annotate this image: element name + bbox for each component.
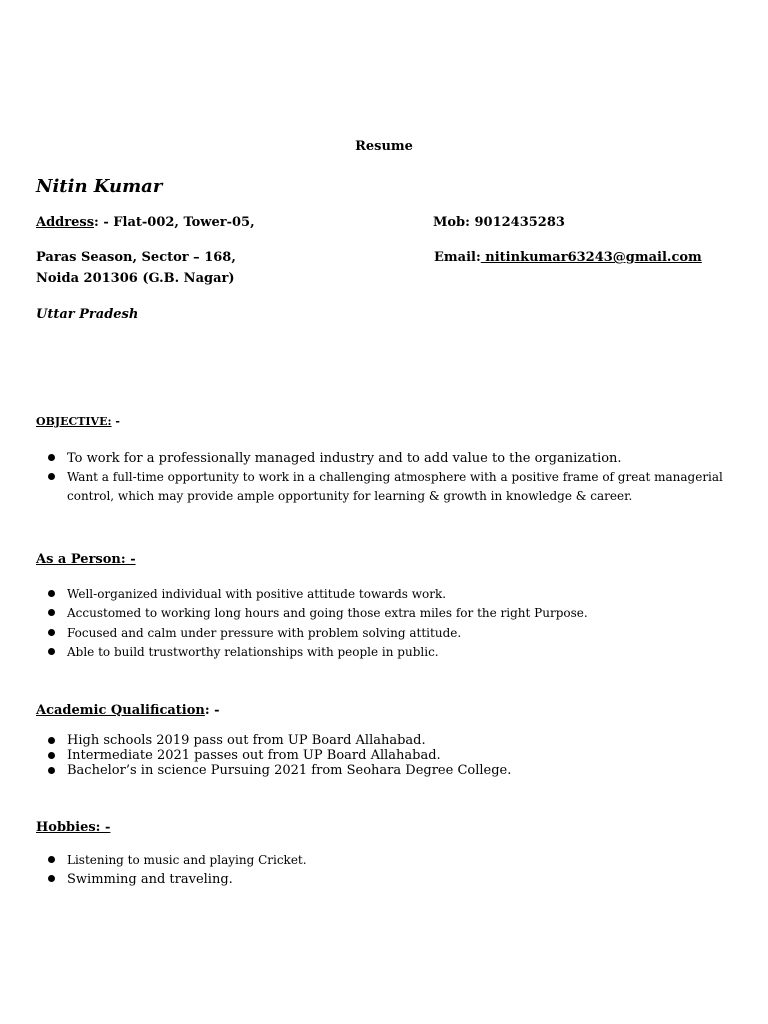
objective-heading [36, 415, 120, 428]
list-item [36, 643, 588, 662]
bullet-icon [48, 609, 55, 616]
person-list [36, 585, 588, 662]
bullet-icon [48, 752, 55, 759]
list-item [36, 449, 726, 468]
address-line-1 [36, 215, 255, 230]
address-line-3: Noida 201306 (G.B. Nagar) [36, 271, 235, 286]
list-item-text: Listening to music and playing Cricket. [67, 853, 307, 867]
hobbies-heading: Hobbies: - [36, 820, 111, 835]
list-item-text: High schools 2019 pass out from UP Board Allahabad. [67, 733, 426, 748]
address-label: Address [36, 215, 95, 230]
list-item [36, 870, 307, 889]
academic-heading-label: Academic Qualification [36, 703, 205, 718]
list-item-text: Bachelor’s in science Pursuing 2021 from Seohara Degree College. [67, 763, 512, 778]
list-item [36, 604, 588, 623]
academic-heading [36, 703, 220, 718]
hobbies-list [36, 851, 307, 889]
objective-heading-suffix: - [111, 415, 120, 428]
list-item-text: Swimming and traveling. [67, 872, 233, 887]
academic-list [36, 733, 511, 778]
list-item [36, 468, 726, 506]
email-label: Email: [434, 250, 481, 265]
bullet-icon [48, 875, 55, 882]
bullet-icon [48, 629, 55, 636]
address-text: : - Flat-002, Tower-05, [94, 215, 255, 230]
list-item-text: Intermediate 2021 passes out from UP Board Allahabad. [67, 748, 441, 763]
email-link[interactable]: nitinkumar63243@gmail.com [480, 250, 702, 265]
academic-heading-suffix: : - [204, 703, 220, 718]
list-item [36, 748, 511, 763]
list-item-text: To work for a professionally managed industry and to add value to the organization. [67, 451, 622, 466]
objective-heading-label: OBJECTIVE: [36, 415, 112, 428]
bullet-icon [48, 454, 55, 461]
list-item-text: Want a full-time opportunity to work in a challenging atmosphere with a positive frame of great managerial control, which may provide ample opportunity for learning & growth in knowledge & career. [67, 470, 723, 503]
person-heading: As a Person: - [36, 552, 136, 567]
list-item [36, 624, 588, 643]
list-item-text: Focused and calm under pressure with problem solving attitude. [67, 625, 462, 640]
list-item-text: Accustomed to working long hours and going those extra miles for the right Purpose. [67, 606, 588, 621]
list-item-text: Able to build trustworthy relationships with people in public. [67, 644, 439, 659]
bullet-icon [48, 737, 55, 744]
list-item [36, 585, 588, 604]
objective-list [36, 449, 726, 506]
bullet-icon [48, 856, 55, 863]
document-title: Resume [355, 139, 413, 154]
address-line-2: Paras Season, Sector – 168, [36, 250, 236, 265]
state-line: Uttar Pradesh [36, 307, 139, 322]
list-item [36, 733, 511, 748]
candidate-name: Nitin Kumar [36, 176, 163, 197]
bullet-icon [48, 648, 55, 655]
mobile-number: Mob: 9012435283 [433, 215, 565, 230]
email-line [434, 250, 702, 265]
list-item [36, 851, 307, 870]
bullet-icon [48, 767, 55, 774]
list-item [36, 763, 511, 778]
bullet-icon [48, 590, 55, 597]
list-item-text: Well-organized individual with positive attitude towards work. [67, 587, 447, 601]
bullet-icon [48, 473, 55, 480]
